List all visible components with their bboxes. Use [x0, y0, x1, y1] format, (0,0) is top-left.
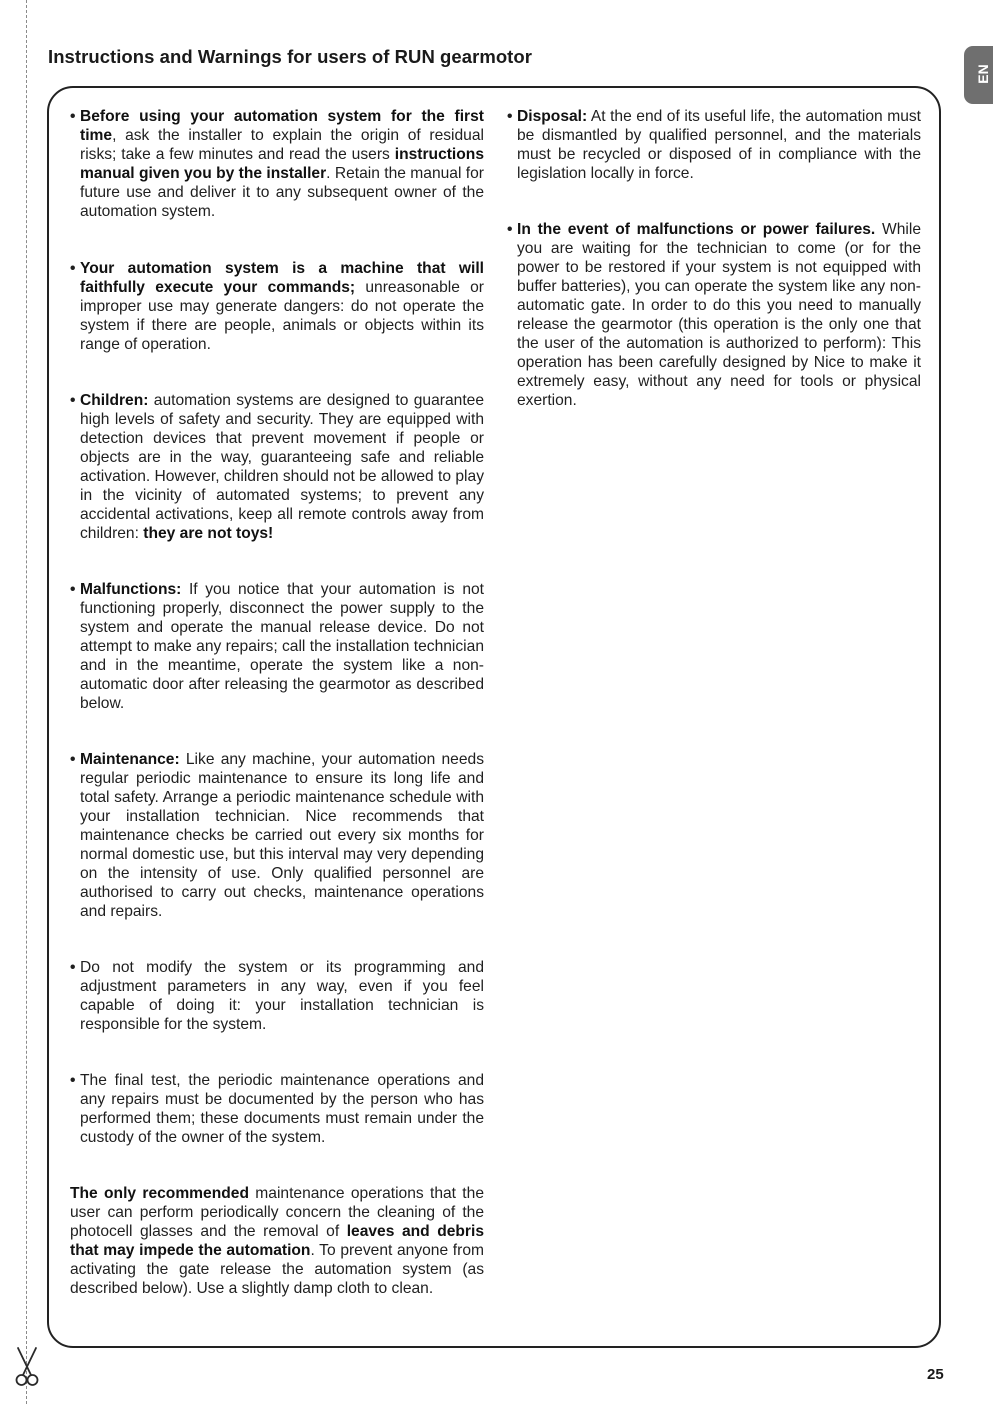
- item-bold-text: Maintenance:: [80, 751, 180, 768]
- item-text: The final test, the periodic maintenance operations and any repairs must be documented by the person who has performed them; these documents must remain under the custody of the owner of the system.: [80, 1072, 484, 1146]
- bullet-icon: •: [507, 221, 513, 238]
- closing-paragraph: [70, 1184, 484, 1298]
- page-number: 25: [927, 1366, 944, 1383]
- language-tab-label: EN: [975, 64, 991, 84]
- item-bold-text: they are not toys!: [143, 525, 274, 542]
- list-item-do-not-modify: [70, 958, 484, 1034]
- bullet-icon: •: [507, 108, 513, 125]
- list-item-malfunctions: [70, 580, 484, 713]
- bullet-icon: •: [70, 959, 76, 976]
- list-item-maintenance: [70, 750, 484, 921]
- right-column: [507, 107, 921, 447]
- item-text: , ask the installer to explain the origin of residual risks; take a few minutes and read the users: [80, 127, 484, 163]
- item-bold-text: In the event of malfunctions or power failures.: [517, 221, 876, 238]
- closing-text: . To prevent anyone from activating the gate release the automation system (as described below). Use a slightly damp cloth to clean.: [70, 1242, 484, 1297]
- scissors-icon: [14, 1346, 40, 1388]
- item-text: While you are waiting for the technician to come (or for the power to be restored if your system is not equipped with buffer batteries), you can operate the system like any non-automatic gate. In order to do this you need to manually release the gearmotor (this operation is the only one that the user of the automation is authorized to perform): This operation has been carefully designed by Nice to make it extremely easy, without any need for tools or physical exertion.: [517, 221, 922, 409]
- list-item-first-use: [70, 107, 484, 221]
- item-text: Like any machine, your automation needs regular periodic maintenance to ensure its long life and total safety. Arrange a periodic maintenance schedule with your installation technician. Nice recommends that maintenance checks be carried out every six months for normal domestic use, but this interval may very depending on the intensity of use. Only qualified personnel are authorised to carry out checks, maintenance operations and repairs.: [80, 751, 484, 920]
- item-bold-text: Malfunctions:: [80, 581, 182, 598]
- bullet-icon: •: [70, 1072, 76, 1089]
- item-bold-text: Children:: [80, 392, 149, 409]
- bullet-icon: •: [70, 260, 76, 277]
- item-text: If you notice that your automation is not functioning properly, disconnect the power supply to the system and operate the manual release device. Do not attempt to make any repairs; call the installation technician and in the meantime, operate the system like a non-automatic door after releasing the gearmotor as described below.: [80, 581, 484, 712]
- cut-line: [26, 0, 27, 1404]
- item-bold-text: Before using your automation system for the first time: [80, 108, 484, 144]
- list-item-machine: [70, 259, 484, 354]
- list-item-final-test: [70, 1071, 484, 1147]
- language-tab: [964, 46, 993, 104]
- list-item-children: [70, 391, 484, 543]
- list-item-power-failures: [507, 220, 921, 410]
- bullet-icon: •: [70, 751, 76, 768]
- list-item-disposal: [507, 107, 921, 183]
- item-text: Do not modify the system or its programming and adjustment parameters in any way, even if you feel capable of doing it: your installation technician is responsible for the system.: [80, 959, 484, 1033]
- bullet-icon: •: [70, 581, 76, 598]
- item-bold-text: Disposal:: [517, 108, 588, 125]
- bullet-icon: •: [70, 108, 76, 125]
- page-title: Instructions and Warnings for users of RUN gearmotor: [48, 46, 532, 67]
- closing-bold-text: leaves and debris that may impede the automation: [70, 1223, 484, 1259]
- item-text: automation systems are designed to guarantee high levels of safety and security. They are equipped with detection devices that prevent movement if people or objects are in the way, guaranteeing safe and reliable activation. However, children should not be allowed to play in the vicinity of automated systems; to prevent any accidental activations, keep all remote controls away from children:: [80, 392, 484, 542]
- left-column: [70, 107, 484, 1298]
- item-bold-text: instructions manual given you by the installer: [80, 146, 484, 182]
- closing-bold-text: The only recommended: [70, 1185, 249, 1202]
- closing-text: maintenance operations that the user can perform periodically concern the cleaning of the photocell glasses and the removal of: [70, 1185, 484, 1240]
- item-bold-text: Your automation system is a machine that will faithfully execute your commands;: [80, 260, 484, 296]
- item-text: At the end of its useful life, the automation must be dismantled by qualified personnel, and the materials must be recycled or disposed of in compliance with the legislation locally in force.: [517, 108, 921, 182]
- bullet-icon: •: [70, 392, 76, 409]
- item-text: unreasonable or improper use may generate dangers: do not operate the system if there are people, animals or objects within its range of operation.: [80, 279, 484, 353]
- item-text: . Retain the manual for future use and deliver it to any subsequent owner of the automation system.: [80, 165, 484, 220]
